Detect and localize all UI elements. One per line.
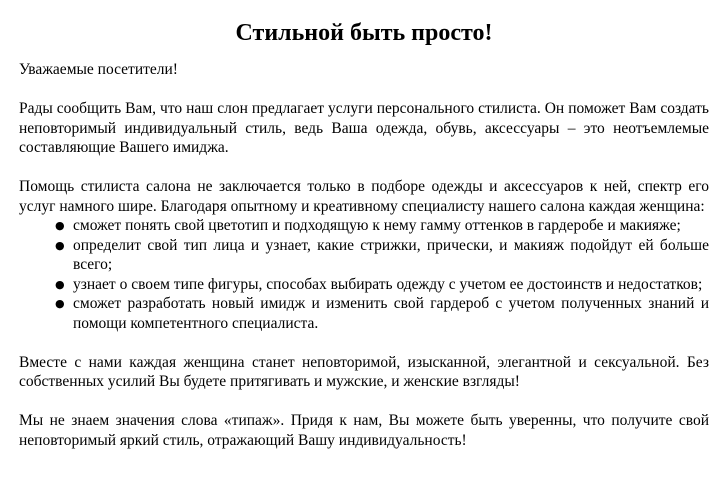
bullet-icon: ●	[55, 297, 65, 310]
paragraph-spacer	[19, 158, 709, 178]
list-item	[55, 294, 709, 333]
closing-paragraph: Мы не знаем значения слова «типаж». Придя к нам, Вы можете быть уверенны, что получите свой неповторимый яркий стиль, отражающий Вашу индивидуальность!	[19, 412, 709, 449]
services-paragraph: Помощь стилиста салона не заключается только в подборе одежды и аксессуаров к ней, спектр его услуг намного шире. Благодаря опытному и креативному специалисту нашего салона каждая женщина:	[19, 178, 709, 215]
bullet-icon: ●	[55, 238, 65, 252]
bullet-icon: ●	[55, 277, 65, 291]
bullet-icon: ●	[55, 219, 65, 232]
list-item-text: сможет понять свой цветотип и подходящую к нему гамму оттенков в гардеробе и макияже;	[73, 217, 681, 234]
list-item-text: определит свой тип лица и узнает, какие стрижки, прически, и макияж подойдут ей больше всего;	[73, 236, 709, 273]
list-item	[55, 275, 709, 295]
list-item	[55, 216, 709, 236]
list-item-text: узнает о своем типе фигуры, способах выбирать одежду с учетом ее достоинств и недостатков;	[73, 275, 703, 293]
list-item	[55, 236, 709, 275]
page-title: Стильной быть просто!	[235, 20, 493, 46]
paragraph-spacer	[19, 392, 709, 412]
greeting: Уважаемые посетители!	[19, 61, 178, 78]
result-paragraph: Вместе с нами каждая женщина станет неповторимой, изысканной, элегантной и сексуальной. Без собственных усилий Вы будете притягивать и мужские, и женские взгляды!	[19, 353, 709, 390]
paragraph-spacer	[19, 80, 709, 100]
list-item-text: сможет разработать новый имидж и изменить свой гардероб с учетом полученных знаний и помощи компетентного специалиста.	[73, 295, 709, 332]
paragraph-spacer	[19, 333, 709, 353]
benefits-list	[19, 216, 709, 333]
intro-paragraph: Рады сообщить Вам, что наш слон предлагает услуги персонального стилиста. Он поможет Вам создать неповторимый индивидуальный стиль, ведь Ваша одежда, обувь, аксессуары – это неотъемлемые составляющие Вашего имиджа.	[19, 100, 709, 156]
